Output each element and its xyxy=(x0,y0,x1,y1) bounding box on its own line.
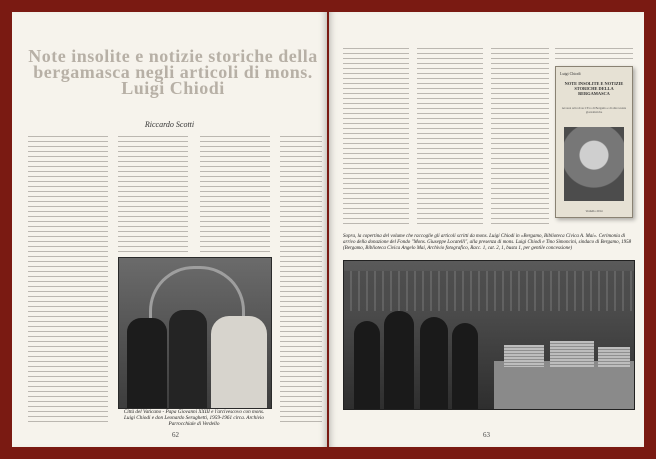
photo-book-stack xyxy=(504,345,544,367)
text-column-5 xyxy=(343,48,409,228)
photo-figure xyxy=(354,321,380,409)
photo-figure-pope xyxy=(211,316,267,408)
text-column-6 xyxy=(417,48,483,228)
book-footer: Verdello 2014 xyxy=(585,209,603,213)
page-number-right: 63 xyxy=(483,431,490,439)
photo-figure xyxy=(452,323,478,409)
book-subtitle: nei suoi articoli su L'Eco di Bergamo e di altre testate giornalistiche xyxy=(561,106,627,114)
photo-caption-left: Città del Vaticano - Papa Giovanni XXIII e l'arcivescovo con mons. Luigi Chiodi e don Leonardo Serughetti, 1959-1961 circa. Archivio Parrocchiale di Verdello xyxy=(123,409,265,427)
magazine-spread xyxy=(12,12,644,447)
text-column-1 xyxy=(28,136,108,426)
photo-pope-audience xyxy=(118,257,272,409)
photo-caption-right: Sopra, la copertina del volume che raccoglie gli articoli scritti da mons. Luigi Chiodi in «Bergamo, Biblioteca Civica A. Mai». Cerimonia di arrivo della donazione del Fondo "Mons. Giuseppe Locatelli", alla presenza di mons. Luigi Chiodi e Tino Simoncini, sindaco di Bergamo, 1958 (Bergamo, Biblioteca Civica Angelo Mai, Archivio fotografico, Racc. 1, cat. 2, 1, busta 1, per gentile concessione) xyxy=(343,234,632,251)
text-column-4 xyxy=(280,136,322,426)
right-page xyxy=(329,12,644,447)
photo-library-ceremony xyxy=(343,260,635,410)
article-title: Note insolite e notizie storiche della bergamasca negli articoli di mons. Luigi Chiodi xyxy=(28,46,318,98)
photo-figure xyxy=(169,310,207,408)
text-column-3 xyxy=(200,136,270,252)
left-page xyxy=(12,12,327,447)
book-title: NOTE INSOLITE E NOTIZIE STORICHE DELLA BERGAMASCA xyxy=(564,81,624,96)
photo-figure xyxy=(384,311,414,409)
photo-book-stack xyxy=(550,341,594,367)
photo-bookshelf xyxy=(344,271,634,311)
text-column-8 xyxy=(555,48,633,62)
photo-figure xyxy=(127,318,167,408)
article-author: Riccardo Scotti xyxy=(144,120,195,129)
book-author: Luigi Chiodi xyxy=(560,71,581,76)
photo-table xyxy=(494,361,634,409)
photo-book-stack xyxy=(598,347,630,367)
book-cover xyxy=(555,66,633,218)
text-column-7 xyxy=(491,48,549,228)
text-column-2 xyxy=(118,136,188,252)
book-portrait xyxy=(564,127,624,201)
page-number-left: 62 xyxy=(172,431,179,439)
photo-figure xyxy=(420,317,448,409)
